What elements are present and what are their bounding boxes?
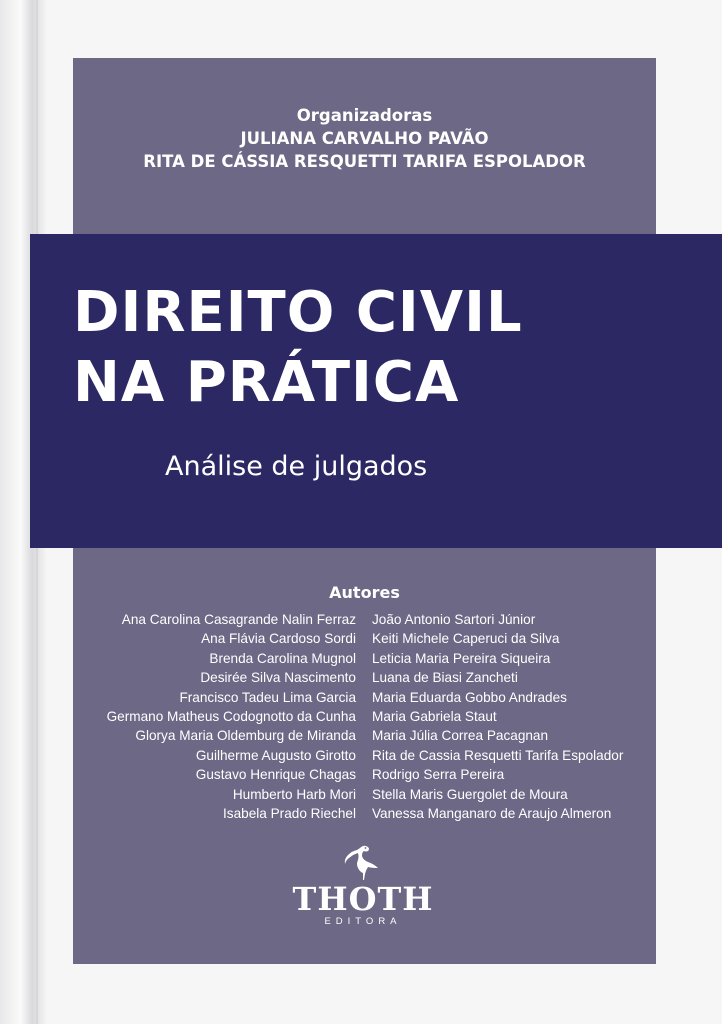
organizer-name: JULIANA CARVALHO PAVÃO: [240, 129, 489, 148]
publisher-sub: EDITORA: [324, 916, 402, 927]
author-name: Guilherme Augusto Girotto: [195, 747, 356, 763]
author-name: Ana Carolina Casagrande Nalin Ferraz: [121, 612, 356, 627]
organizer-name: RITA DE CÁSSIA RESQUETTI TARIFA ESPOLADOR: [143, 152, 586, 171]
author-name: Rita de Cassia Resquetti Tarifa Espolador: [372, 747, 624, 763]
publisher-name: THOTH: [292, 880, 434, 918]
author-name: Luana de Biasi Zancheti: [372, 670, 518, 686]
author-name: Desirée Silva Nascimento: [200, 670, 356, 686]
author-name: Maria Eduarda Gobbo Andrades: [372, 689, 567, 705]
authors-column-right: [372, 610, 623, 823]
author-name: Germano Matheus Codognotto da Cunha: [106, 709, 356, 725]
publisher-logo: [283, 842, 443, 927]
authors-column-left: [107, 610, 356, 823]
author-name: Glorya Maria Oldemburg de Miranda: [135, 728, 356, 744]
author-name: Isabela Prado Riechel: [223, 806, 356, 822]
author-name: Ana Flávia Cardoso Sordi: [201, 631, 356, 647]
author-name: Maria Gabriela Staut: [372, 709, 497, 725]
book-subtitle: Análise de julgados: [165, 451, 428, 482]
authors-label: Autores: [329, 583, 400, 602]
organizers-block: [73, 104, 656, 173]
author-name: João Antonio Sartori Júnior: [372, 612, 536, 627]
title-line: DIREITO CIVIL: [73, 280, 523, 345]
title-line: NA PRÁTICA: [73, 350, 460, 415]
ibis-bird-icon: [340, 842, 386, 882]
author-name: Vanessa Manganaro de Araujo Almeron: [372, 806, 612, 822]
author-name: Leticia Maria Pereira Siqueira: [372, 650, 551, 666]
author-name: Gustavo Henrique Chagas: [195, 767, 356, 783]
author-name: Keiti Michele Caperuci da Silva: [372, 631, 560, 647]
author-name: Rodrigo Serra Pereira: [372, 767, 505, 783]
author-name: Humberto Harb Mori: [232, 786, 356, 802]
author-name: Brenda Carolina Mugnol: [209, 650, 356, 666]
author-name: Francisco Tadeu Lima Garcia: [179, 689, 356, 705]
book-title: [73, 278, 693, 418]
author-name: Stella Maris Guergolet de Moura: [372, 786, 568, 802]
organizers-label: Organizadoras: [296, 106, 433, 125]
author-name: Maria Júlia Correa Pacagnan: [372, 728, 549, 744]
